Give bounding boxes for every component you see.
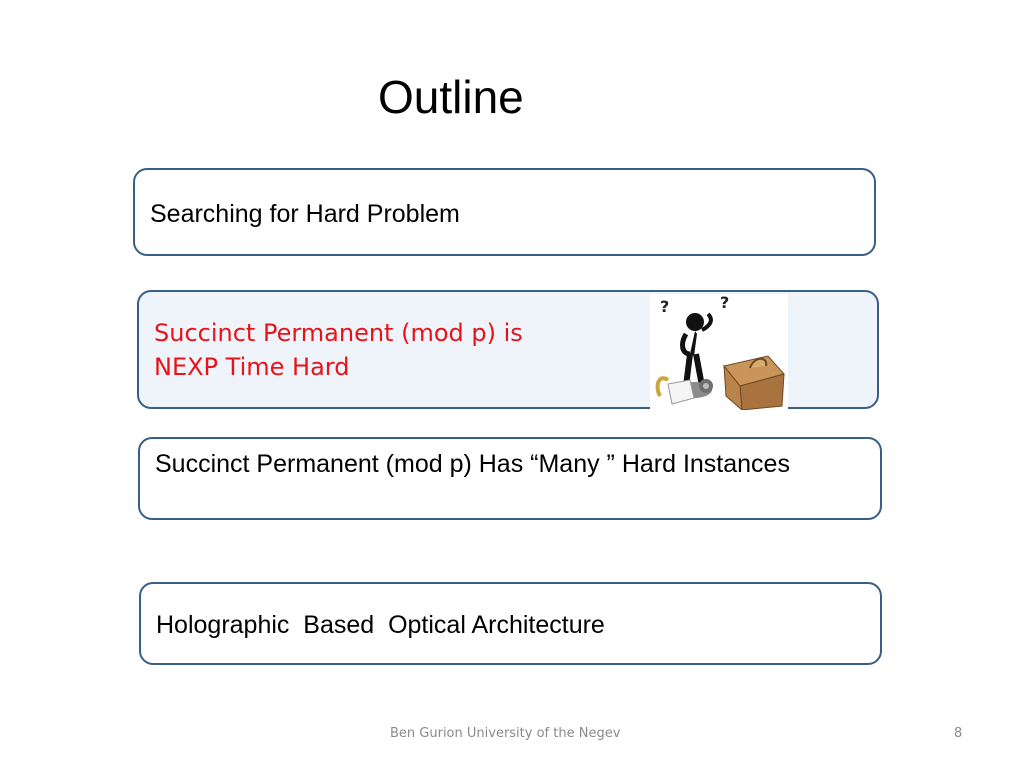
svg-text:?: ? — [720, 294, 730, 312]
outline-item-2-line2: NEXP Time Hard — [154, 353, 350, 381]
outline-item-2 — [137, 290, 879, 409]
slide-footer: Ben Gurion University of the Negev — [390, 726, 621, 741]
outline-item-3 — [138, 437, 882, 520]
outline-item-1-label: Searching for Hard Problem — [150, 200, 460, 228]
slide-title: Outline — [378, 71, 524, 123]
outline-item-2-label — [154, 316, 523, 384]
outline-item-3-label: Succinct Permanent (mod p) Has “Many ” Hard Instances — [155, 450, 790, 478]
outline-item-1 — [133, 168, 876, 256]
svg-text:?: ? — [660, 297, 670, 316]
outline-item-4-label: Holographic Based Optical Architecture — [156, 611, 605, 639]
outline-item-2-line1: Succinct Permanent (mod p) is — [154, 319, 523, 347]
page-number: 8 — [954, 726, 963, 741]
confused-figure-with-box-icon — [650, 294, 788, 410]
outline-item-4 — [139, 582, 882, 665]
